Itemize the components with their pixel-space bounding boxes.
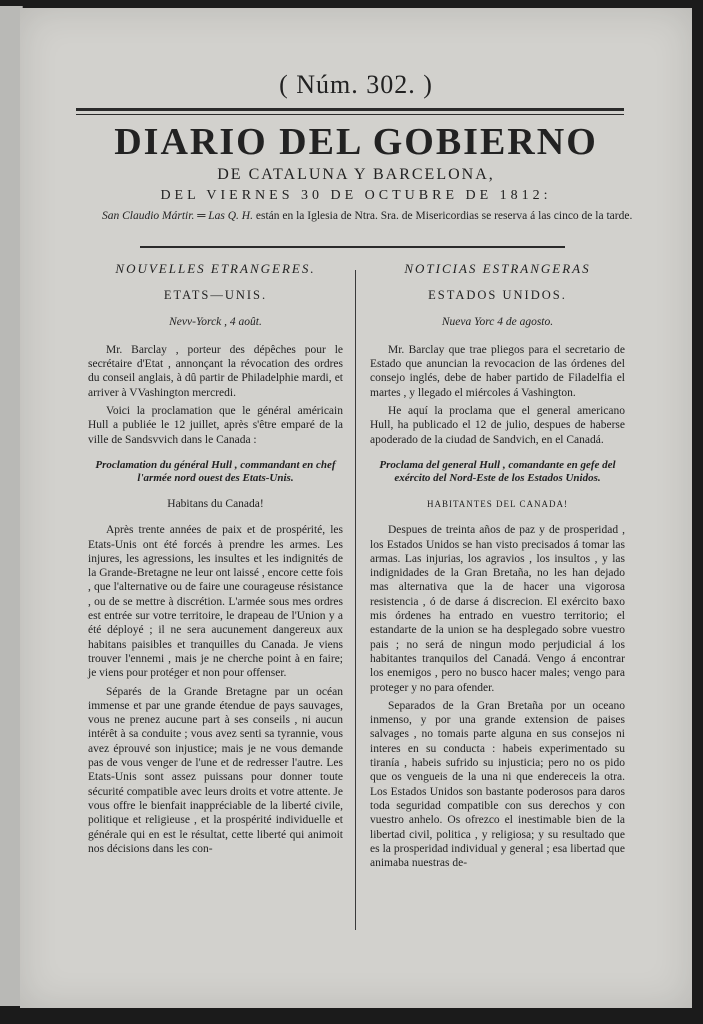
top-rule-thin [76,114,624,115]
french-heading: NOUVELLES ETRANGERES. [115,261,316,276]
issue-number: ( Núm. 302. ) [279,70,433,99]
french-paragraph: Séparés de la Grande Bretagne par un océan immense et par une grande étendue de pays sauvages, vous ne prenez aucune part à ses conseils , ni aucun intérêt à sa conduite ; vous avez senti sa tyrannie, vous avez éprouvé son injustice; mais je ne vous demande pas de vous venger de l'une et de redresser l'autre. Les Etats-Unis sont assez puissans pour donner toute sécurité compatible avec leurs droits et votre attente. Je vous offre le bienfait inappréciable de la liberté civile, politique et religieuse , et la prospérité individuelle et générale qui en est le résultat, cette liberté qui animoit nos décisions dans les con- [88,685,343,855]
notice-separator: ═ [194,210,209,222]
french-proclamation-title: Proclamation du général Hull , commandant en chef l'armée nord ouest des Etats-Unis. [95,458,336,484]
spanish-country: ESTADOS UNIDOS. [428,288,567,303]
french-country: ETATS—UNIS. [163,288,268,303]
french-salutation: Habitans du Canada! [167,497,264,510]
column-divider [355,270,356,930]
spanish-proclamation-title: Proclama del general Hull , comandante en gefe del exército del Nord-Este de los Estados Unidos. [379,458,616,484]
saint-name: San Claudio Mártir. [102,210,195,222]
spanish-paragraph: Despues de treinta años de paz y de prosperidad , los Estados Unidos se han visto precisados á tomar las armas. Las injurias, los agravios , los insultos , y las indignidades de la Gran Bretaña, no les han dejado mas alternativa que la de hacer una vigorosa resistencia , ó de darse á discrecion. El exército baxo mis órdenes ha entrado en vuestro territorio; el estandarte de la union se ha desplegado sobre vuestro pais ; no será de ningun modo perjudicial á los habitantes tranquilos del Canadá. Vengo á encontrar los enemigos , pero no busco hacer males; vengo para proteger y no para ofender. [370,524,625,694]
notice-text: están en la Iglesia de Ntra. Sra. de Misericordias se reserva á las cinco de la tarde. [252,210,633,222]
french-column [88,262,343,860]
newspaper-page [20,8,692,1008]
issue-date: DEL VIERNES 30 DE OCTUBRE DE 1812: [160,188,552,203]
french-paragraph: Mr. Barclay , porteur des dépêches pour le secrétaire d'Etat , annonçant la révocation des ordres du conseil anglais, à dû partir de Philadelphie mardi, et arriver à VVashington mercredi. [88,343,343,399]
spanish-column [370,262,625,874]
masthead-title: DIARIO DEL GOBIERNO [114,121,598,163]
notice-qh: Las Q. H. [208,210,253,222]
spanish-dateline: Nueva Yorc 4 de agosto. [441,315,554,328]
top-rule [76,108,624,111]
french-dateline: Nevv-Yorck , 4 août. [169,315,262,328]
french-paragraph: Après trente années de paix et de prospérité, les Etats-Unis ont été forcés à prendre les armes. Les injures, les agressions, les insultes et les indignités de la Grande-Bretagne ne leur ont laissé , encore cette fois , que l'alternative ou de faire une courageuse résistance , ou de se mettre à discrétion. L'armée sous mes ordres est entrée sur votre territoire, le drapeau de l'Union y a été déployé ; il ne sera aucunement dangereux aux habitans paisibles et tranquilles du Canada. Je viens trouver l'ennemi , mais je ne cherche point à en faire; je viens pour protéger et non pour offenser. [88,524,343,680]
spanish-heading: NOTICIAS ESTRANGERAS [404,261,591,276]
masthead-subtitle: DE CATALUNA Y BARCELONA, [217,166,495,183]
french-paragraph: Voici la proclamation que le général américain Hull a publiée le 12 juillet, après s'être emparé de la ville de Sandsvvich dans le Canada : [88,405,343,446]
spanish-salutation: HABITANTES DEL CANADA! [427,498,568,509]
spanish-paragraph: Separados de la Gran Bretaña por un oceano inmenso, y por una grande extension de paises salvages , no tomais parte alguna en sus consejos ni interes en su conducta : habeis experimentado su tiranía , habeis sufrido su injusticia; pero no os pido que os vengueis de la una ni que endereceis la otra. Los Estados Unidos son bastante poderosos para daros toda seguridad compatible con sus derechos y con vuestro anhelo. Os ofrezco el inestimable bien de la libertad civil, politica , y religiosa; y su resultado que es la prosperidad individual y general ; esa libertad que animaba nuestras de- [370,699,625,870]
spanish-paragraph: Mr. Barclay que trae pliegos para el secretario de Estado que anuncian la revocacion de las órdenes del consejo inglés, debe de haber partido de Filadelfia el martes , y llegado el miércoles á Vashington. [370,343,625,399]
saint-notice [102,209,657,223]
spanish-paragraph: He aquí la proclama que el general americano Hull, ha publicado el 12 de julio, despues de haberse apoderado de la ciudad de Sandvich, en el Canadá. [370,405,625,446]
header-rule [140,246,565,248]
